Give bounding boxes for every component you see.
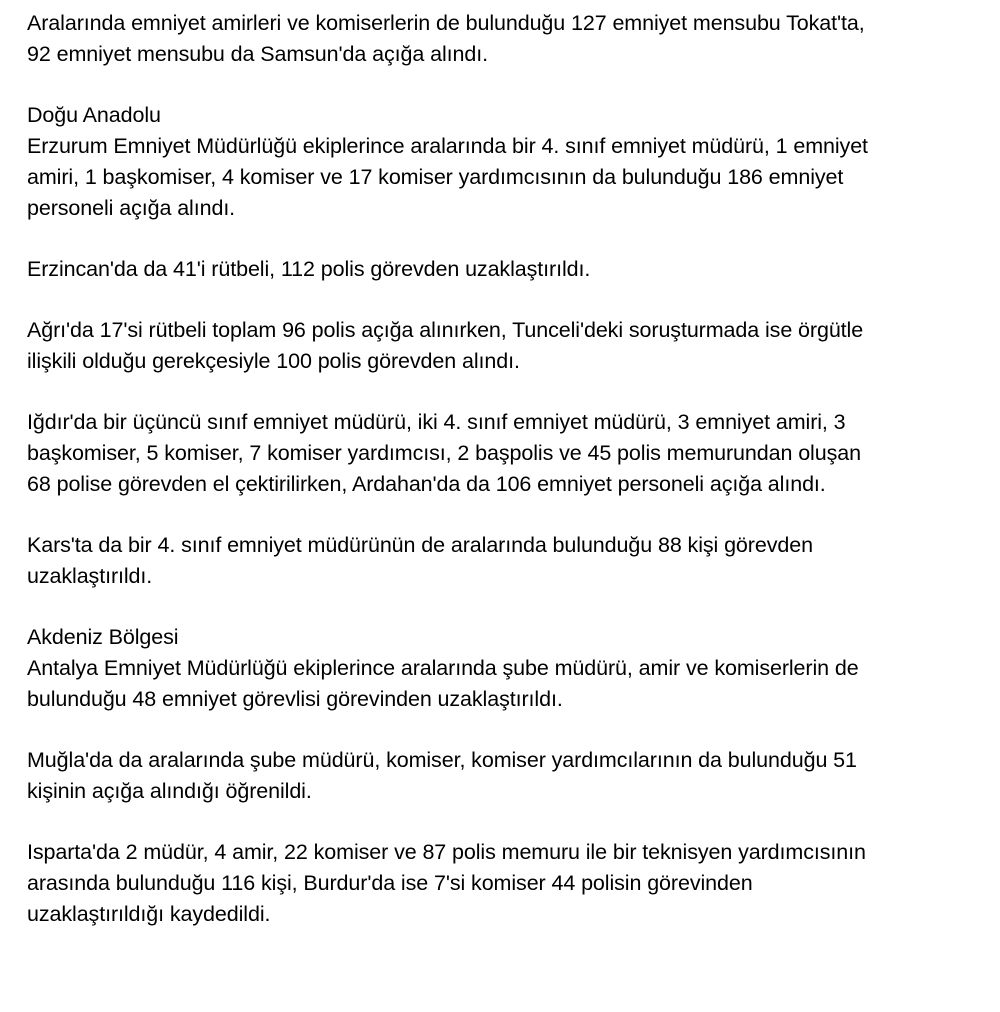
article-body [27,8,890,930]
heading-dogu-anadolu: Doğu Anadolu [27,103,161,127]
paragraph-agri-tunceli: Ağrı'da 17'si rütbeli toplam 96 polis açığa alınırken, Tunceli'deki soruşturmada ise örgütle ilişkili olduğu gerekçesiyle 100 polis görevden alındı. [27,318,869,373]
paragraph-intro-tokat-samsun: Aralarında emniyet amirleri ve komiserlerin de bulunduğu 127 emniyet mensubu Tokat'ta, 92 emniyet mensubu da Samsun'da açığa alındı. [27,11,871,66]
paragraph-igdir-ardahan: Iğdır'da bir üçüncü sınıf emniyet müdürü, iki 4. sınıf emniyet müdürü, 3 emniyet amiri, 3 başkomiser, 5 komiser, 7 komiser yardımcısı, 2 başpolis ve 45 polis memurundan oluşan 68 polise görevden el çektirilirken, Ardahan'da da 106 emniyet personeli açığa alındı. [27,410,867,496]
paragraph-mugla: Muğla'da da aralarında şube müdürü, komiser, komiser yardımcılarının da bulunduğu 51 kişinin açığa alındığı öğrenildi. [27,748,863,803]
paragraph-antalya: Antalya Emniyet Müdürlüğü ekiplerince aralarında şube müdürü, amir ve komiserlerin de bulunduğu 48 emniyet görevlisi görevinden uzaklaştırıldı. [27,656,865,711]
paragraph-erzincan: Erzincan'da da 41'i rütbeli, 112 polis görevden uzaklaştırıldı. [27,257,591,281]
paragraph-kars: Kars'ta da bir 4. sınıf emniyet müdürünün de aralarında bulunduğu 88 kişi görevden uzaklaştırıldı. [27,533,819,588]
paragraph-isparta-burdur: Isparta'da 2 müdür, 4 amir, 22 komiser ve 87 polis memuru ile bir teknisyen yardımcısının arasında bulunduğu 116 kişi, Burdur'da ise 7'si komiser 44 polisin görevinden uzaklaştırıldığı kaydedildi. [27,840,872,926]
heading-akdeniz-bolgesi: Akdeniz Bölgesi [27,625,179,649]
paragraph-erzurum: Erzurum Emniyet Müdürlüğü ekiplerince aralarında bir 4. sınıf emniyet müdürü, 1 emniyet amiri, 1 başkomiser, 4 komiser ve 17 komiser yardımcısının da bulunduğu 186 emniyet personeli açığa alındı. [27,134,874,220]
